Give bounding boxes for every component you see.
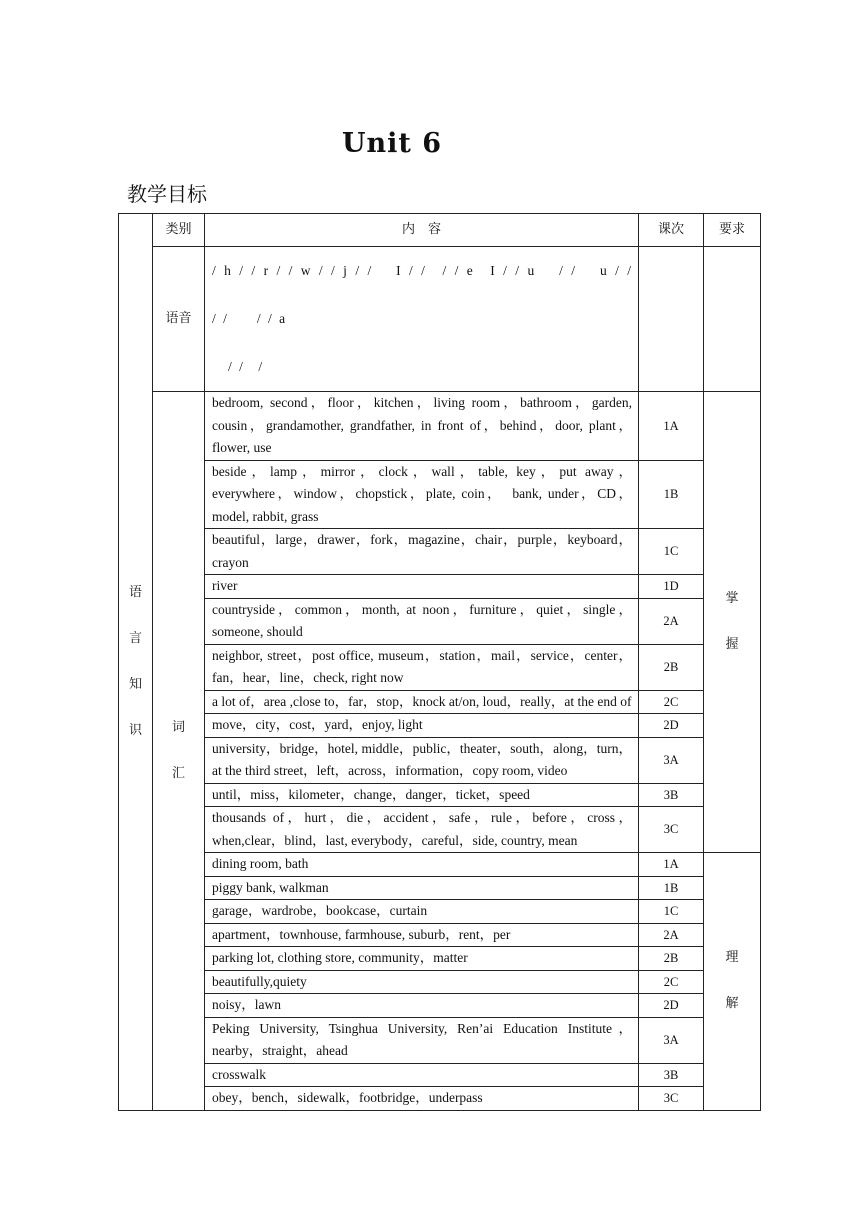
table-row bbox=[119, 690, 761, 714]
domain-cell bbox=[119, 214, 153, 1111]
vocab-content: a lot of，area ,close to，far，stop，knock at/on, loud，really，at the end of bbox=[205, 690, 639, 714]
table-row bbox=[119, 644, 761, 690]
header-row bbox=[119, 214, 761, 247]
table-row bbox=[119, 1063, 761, 1087]
vocab-content: Peking University, Tsinghua University, Ren’ai Education Institute，nearby，straight，ahead bbox=[205, 1017, 639, 1063]
table-row bbox=[119, 876, 761, 900]
vocab-content: until，miss，kilometer，change，danger，ticket，speed bbox=[205, 783, 639, 807]
phonetics-label: 语音 bbox=[153, 247, 205, 392]
lesson-code: 1A bbox=[639, 392, 704, 461]
phonetics-row bbox=[119, 247, 761, 392]
table-row bbox=[119, 737, 761, 783]
lesson-code: 3A bbox=[639, 1017, 704, 1063]
lesson-code: 2D bbox=[639, 994, 704, 1018]
vocab-content: bedroom, second，floor，kitchen，living room，bathroom，garden, cousin，grandamother, grandfather, in front of，behind，door, plant，flower, use bbox=[205, 392, 639, 461]
vocab-content: parking lot, clothing store, community，matter bbox=[205, 947, 639, 971]
lesson-code: 2C bbox=[639, 970, 704, 994]
table-row bbox=[119, 970, 761, 994]
vocab-content: dining room, bath bbox=[205, 853, 639, 877]
header-lesson: 课次 bbox=[639, 214, 704, 247]
phonetics-content bbox=[205, 247, 668, 392]
phonetics-line-2: / / / bbox=[228, 359, 264, 374]
vocab-content: beautiful，large，drawer，fork，magazine，chair，purple，keyboard，crayon bbox=[205, 529, 639, 575]
vocab-content: piggy bank, walkman bbox=[205, 876, 639, 900]
lesson-code: 1B bbox=[639, 876, 704, 900]
table-row bbox=[119, 460, 761, 529]
table-row bbox=[119, 575, 761, 599]
lesson-code: 1C bbox=[639, 900, 704, 924]
vocab-content: beautifully,quiety bbox=[205, 970, 639, 994]
table-row bbox=[119, 994, 761, 1018]
lesson-code: 1D bbox=[639, 575, 704, 599]
lesson-code: 2B bbox=[639, 644, 704, 690]
lesson-code: 1A bbox=[639, 853, 704, 877]
lesson-code: 2A bbox=[639, 923, 704, 947]
lesson-code: 3C bbox=[639, 807, 704, 853]
vocab-content: apartment，townhouse, farmhouse, suburb，rent，per bbox=[205, 923, 639, 947]
vocab-label-cell bbox=[153, 392, 205, 1111]
lesson-code: 2A bbox=[639, 598, 704, 644]
table-row bbox=[119, 392, 761, 461]
objectives-table bbox=[118, 213, 761, 1111]
master-label: 掌握 bbox=[725, 591, 739, 652]
lesson-code: 3C bbox=[639, 1087, 704, 1111]
vocab-content: countryside，common，month, at noon，furniture，quiet，single，someone, should bbox=[205, 598, 639, 644]
lesson-code: 2D bbox=[639, 714, 704, 738]
table-row bbox=[119, 900, 761, 924]
vocab-content: university，bridge，hotel, middle，public，theater，south，along，turn，at the third street，left，across，information，copy room, video bbox=[205, 737, 639, 783]
master-label-cell bbox=[704, 392, 761, 853]
phonetics-line-1: / h / / r / / w / / j / / I / / / / e I / / u / / u / / / / / / a bbox=[212, 263, 668, 326]
lesson-code: 3B bbox=[639, 783, 704, 807]
phonetics-requirement bbox=[704, 247, 761, 392]
vocab-content: river bbox=[205, 575, 639, 599]
page-title: Unit 6 bbox=[341, 128, 443, 159]
table-row bbox=[119, 783, 761, 807]
table-row bbox=[119, 923, 761, 947]
table-row bbox=[119, 714, 761, 738]
table-row bbox=[119, 598, 761, 644]
understand-label: 理解 bbox=[725, 950, 739, 1012]
table-row bbox=[119, 1087, 761, 1111]
lesson-code: 1C bbox=[639, 529, 704, 575]
vocab-content: garage，wardrobe，bookcase，curtain bbox=[205, 900, 639, 924]
table-row bbox=[119, 853, 761, 877]
vocab-content: thousands of，hurt，die，accident，safe，rule，before，cross，when,clear，blind，last, everybody，careful，side, country, mean bbox=[205, 807, 639, 853]
lesson-code: 3B bbox=[639, 1063, 704, 1087]
header-category: 类别 bbox=[153, 214, 205, 247]
lesson-code: 2B bbox=[639, 947, 704, 971]
vocab-content: crosswalk bbox=[205, 1063, 639, 1087]
lesson-code: 3A bbox=[639, 737, 704, 783]
vocab-content: obey，bench，sidewalk，footbridge，underpass bbox=[205, 1087, 639, 1111]
lesson-code: 1B bbox=[639, 460, 704, 529]
header-requirement: 要求 bbox=[704, 214, 761, 247]
vocab-label: 词汇 bbox=[171, 719, 185, 781]
vocab-content: beside，lamp，mirror，clock，wall，table, key，put away，everywhere，window，chopstick，plate, coin， bank, under，CD，model, rabbit, grass bbox=[205, 460, 639, 529]
section-heading: 教学目标 bbox=[127, 182, 207, 206]
understand-label-cell bbox=[704, 853, 761, 1111]
vocab-content: neighbor, street，post office, museum，station，mail，service，center，fan，hear，line，check, right now bbox=[205, 644, 639, 690]
lesson-code: 2C bbox=[639, 690, 704, 714]
table-row bbox=[119, 1017, 761, 1063]
vocab-content: noisy，lawn bbox=[205, 994, 639, 1018]
table-row bbox=[119, 807, 761, 853]
vocab-content: move，city，cost，yard，enjoy, light bbox=[205, 714, 639, 738]
domain-label: 语言知识 bbox=[128, 584, 142, 738]
table-row bbox=[119, 947, 761, 971]
table-row bbox=[119, 529, 761, 575]
header-content: 内 容 bbox=[205, 214, 639, 247]
